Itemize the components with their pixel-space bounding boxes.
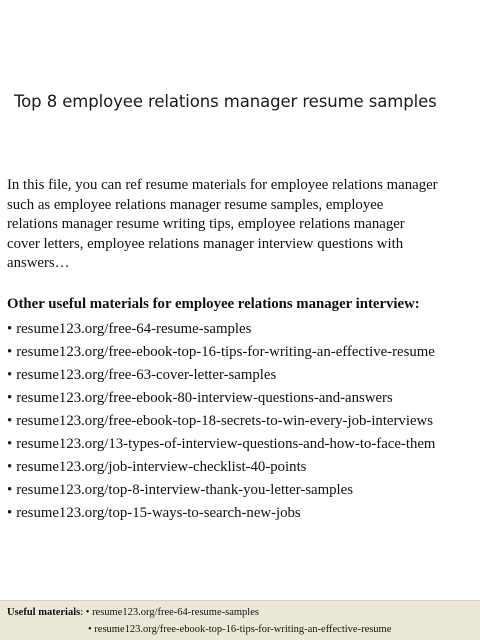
footer-separator: : — [80, 607, 86, 618]
intro-line: answers… — [7, 255, 70, 272]
intro-line: such as employee relations manager resume samples, employee — [7, 196, 384, 213]
footer-row — [88, 624, 391, 635]
bullet-icon: • — [7, 367, 13, 383]
footer-row — [7, 607, 259, 618]
list-item — [7, 341, 477, 364]
list-item — [7, 502, 477, 525]
list-item — [7, 433, 477, 456]
intro-line: relations manager resume writing tips, employee relations manager — [7, 216, 405, 233]
resource-link[interactable]: resume123.org/free-ebook-80-interview-questions-and-answers — [16, 390, 393, 406]
bullet-icon: • — [7, 321, 13, 337]
footer-bar — [0, 600, 480, 640]
list-item — [7, 456, 477, 479]
intro-paragraph — [7, 176, 475, 274]
intro-line: cover letters, employee relations manager interview questions with — [7, 235, 404, 252]
resource-link[interactable]: resume123.org/job-interview-checklist-40-points — [16, 459, 307, 475]
materials-link-list — [7, 318, 477, 525]
bullet-icon: • — [7, 436, 13, 452]
list-item — [7, 479, 477, 502]
resource-link[interactable]: resume123.org/13-types-of-interview-questions-and-how-to-face-them — [16, 436, 436, 452]
bullet-icon: • — [7, 413, 13, 429]
bullet-icon: • — [7, 505, 13, 521]
footer-link[interactable]: resume123.org/free-64-resume-samples — [92, 607, 259, 618]
bullet-icon: • — [88, 624, 92, 635]
resource-link[interactable]: resume123.org/free-ebook-top-18-secrets-to-win-every-job-interviews — [16, 413, 433, 429]
bullet-icon: • — [85, 607, 90, 618]
bullet-icon: • — [7, 390, 13, 406]
resource-link[interactable]: resume123.org/top-8-interview-thank-you-letter-samples — [16, 482, 353, 498]
resource-link[interactable]: resume123.org/free-63-cover-letter-samples — [16, 367, 277, 383]
footer-link[interactable]: resume123.org/free-ebook-top-16-tips-for-writing-an-effective-resume — [94, 624, 392, 635]
list-item — [7, 318, 477, 341]
resource-link[interactable]: resume123.org/free-64-resume-samples — [16, 321, 252, 337]
footer-label: Useful materials — [7, 607, 81, 618]
resource-link[interactable]: resume123.org/top-15-ways-to-search-new-jobs — [16, 505, 301, 521]
list-item — [7, 387, 477, 410]
bullet-icon: • — [7, 344, 13, 360]
list-item — [7, 410, 477, 433]
intro-line: In this file, you can ref resume materials for employee relations manager — [7, 177, 438, 193]
bullet-icon: • — [7, 459, 13, 475]
materials-heading: Other useful materials for employee relations manager interview: — [7, 296, 420, 312]
bullet-icon: • — [7, 482, 13, 498]
page-title: Top 8 employee relations manager resume samples — [14, 92, 437, 111]
resource-link[interactable]: resume123.org/free-ebook-top-16-tips-for-writing-an-effective-resume — [16, 344, 435, 360]
list-item — [7, 364, 477, 387]
